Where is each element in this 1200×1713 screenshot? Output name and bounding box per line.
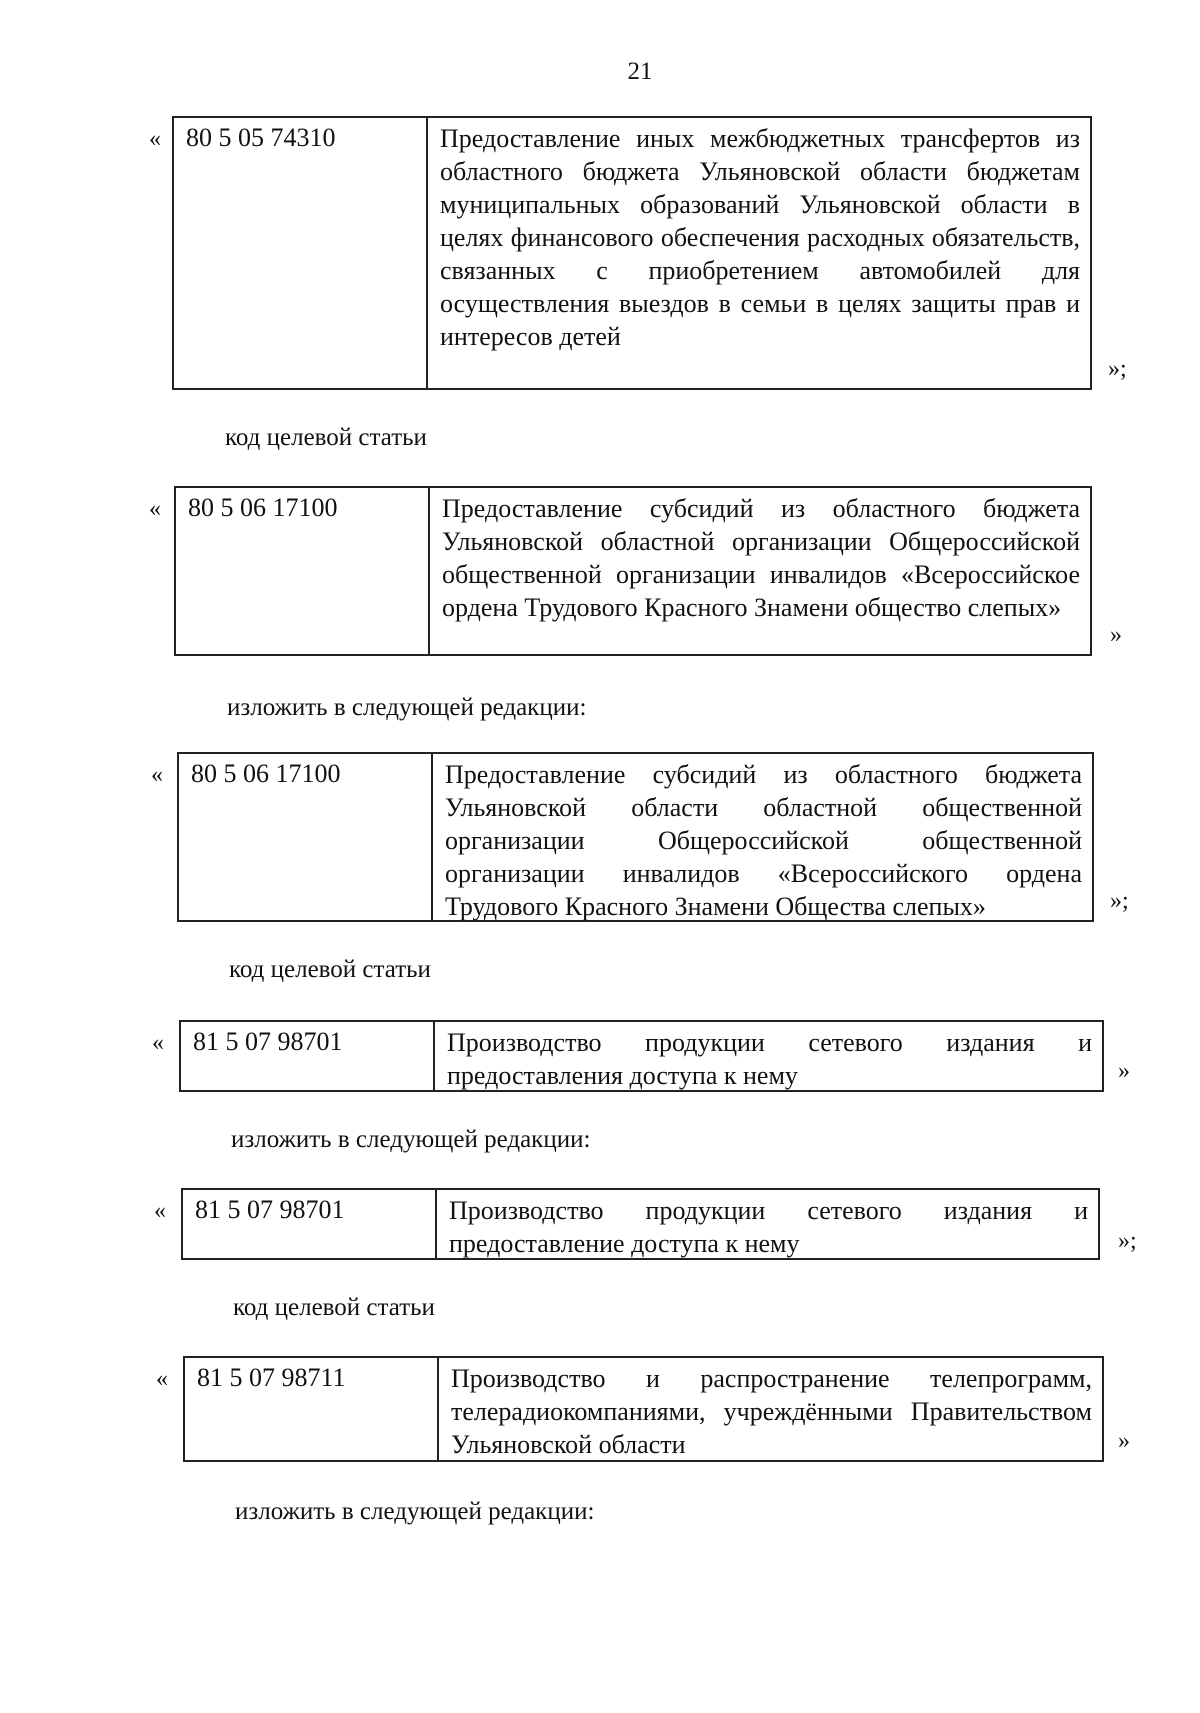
target-article-code: 80 5 05 74310	[174, 118, 428, 388]
close-quote: »	[1118, 1058, 1130, 1084]
paragraph-target-code: код целевой статьи	[225, 424, 427, 451]
open-quote: «	[154, 1198, 166, 1224]
target-article-code: 80 5 06 17100	[179, 754, 433, 920]
paragraph-new-edition: изложить в следующей редакции:	[235, 1498, 595, 1525]
paragraph-new-edition: изложить в следующей редакции:	[231, 1126, 591, 1153]
budget-table-row	[183, 1356, 1104, 1462]
open-quote: «	[156, 1366, 168, 1392]
target-article-description: Производство и распространение телепрограмм, телерадиокомпаниями, учреждёнными Правительством Ульяновской области	[451, 1364, 1092, 1459]
paragraph-target-code: код целевой статьи	[229, 956, 431, 983]
paragraph-new-edition: изложить в следующей редакции:	[227, 694, 587, 721]
close-quote: »	[1118, 1428, 1130, 1454]
target-article-code: 81 5 07 98701	[181, 1022, 435, 1090]
target-article-code: 81 5 07 98711	[185, 1358, 439, 1460]
open-quote: «	[149, 126, 161, 152]
close-quote: »;	[1108, 356, 1127, 382]
open-quote: «	[149, 496, 161, 522]
page-number: 21	[627, 58, 653, 85]
target-article-description: Предоставление иных межбюджетных трансфертов из областного бюджета Ульяновской области бюджетам муниципальных образований Ульяновской области в целях финансового обеспечения расходных обязательств, связанных с приобретением автомобилей для осуществления выездов в семьи в целях защиты прав и интересов детей	[440, 124, 1080, 351]
target-article-description: Производство продукции сетевого издания и предоставления доступа к нему	[447, 1028, 1092, 1090]
budget-table-row	[177, 752, 1094, 922]
target-article-code: 81 5 07 98701	[183, 1190, 437, 1258]
paragraph-target-code: код целевой статьи	[233, 1294, 435, 1321]
open-quote: «	[151, 762, 163, 788]
close-quote: »;	[1118, 1228, 1137, 1254]
budget-table-row	[174, 486, 1092, 656]
budget-table-row	[172, 116, 1092, 390]
open-quote: «	[152, 1030, 164, 1056]
close-quote: »	[1110, 622, 1122, 648]
close-quote: »;	[1110, 888, 1129, 914]
target-article-description: Производство продукции сетевого издания и предоставление доступа к нему	[449, 1196, 1088, 1258]
target-article-description: Предоставление субсидий из областного бюджета Ульяновской областной организации Общероссийской общественной организации инвалидов «Всероссийское ордена Трудового Красного Знамени общество слепых»	[442, 494, 1080, 622]
budget-table-row	[179, 1020, 1104, 1092]
target-article-description: Предоставление субсидий из областного бюджета Ульяновской области областной общественной организации Общероссийской общественной организации инвалидов «Всероссийского ордена Трудового Красного Знамени Общества слепых»	[445, 760, 1082, 921]
target-article-code: 80 5 06 17100	[176, 488, 430, 654]
budget-table-row	[181, 1188, 1100, 1260]
